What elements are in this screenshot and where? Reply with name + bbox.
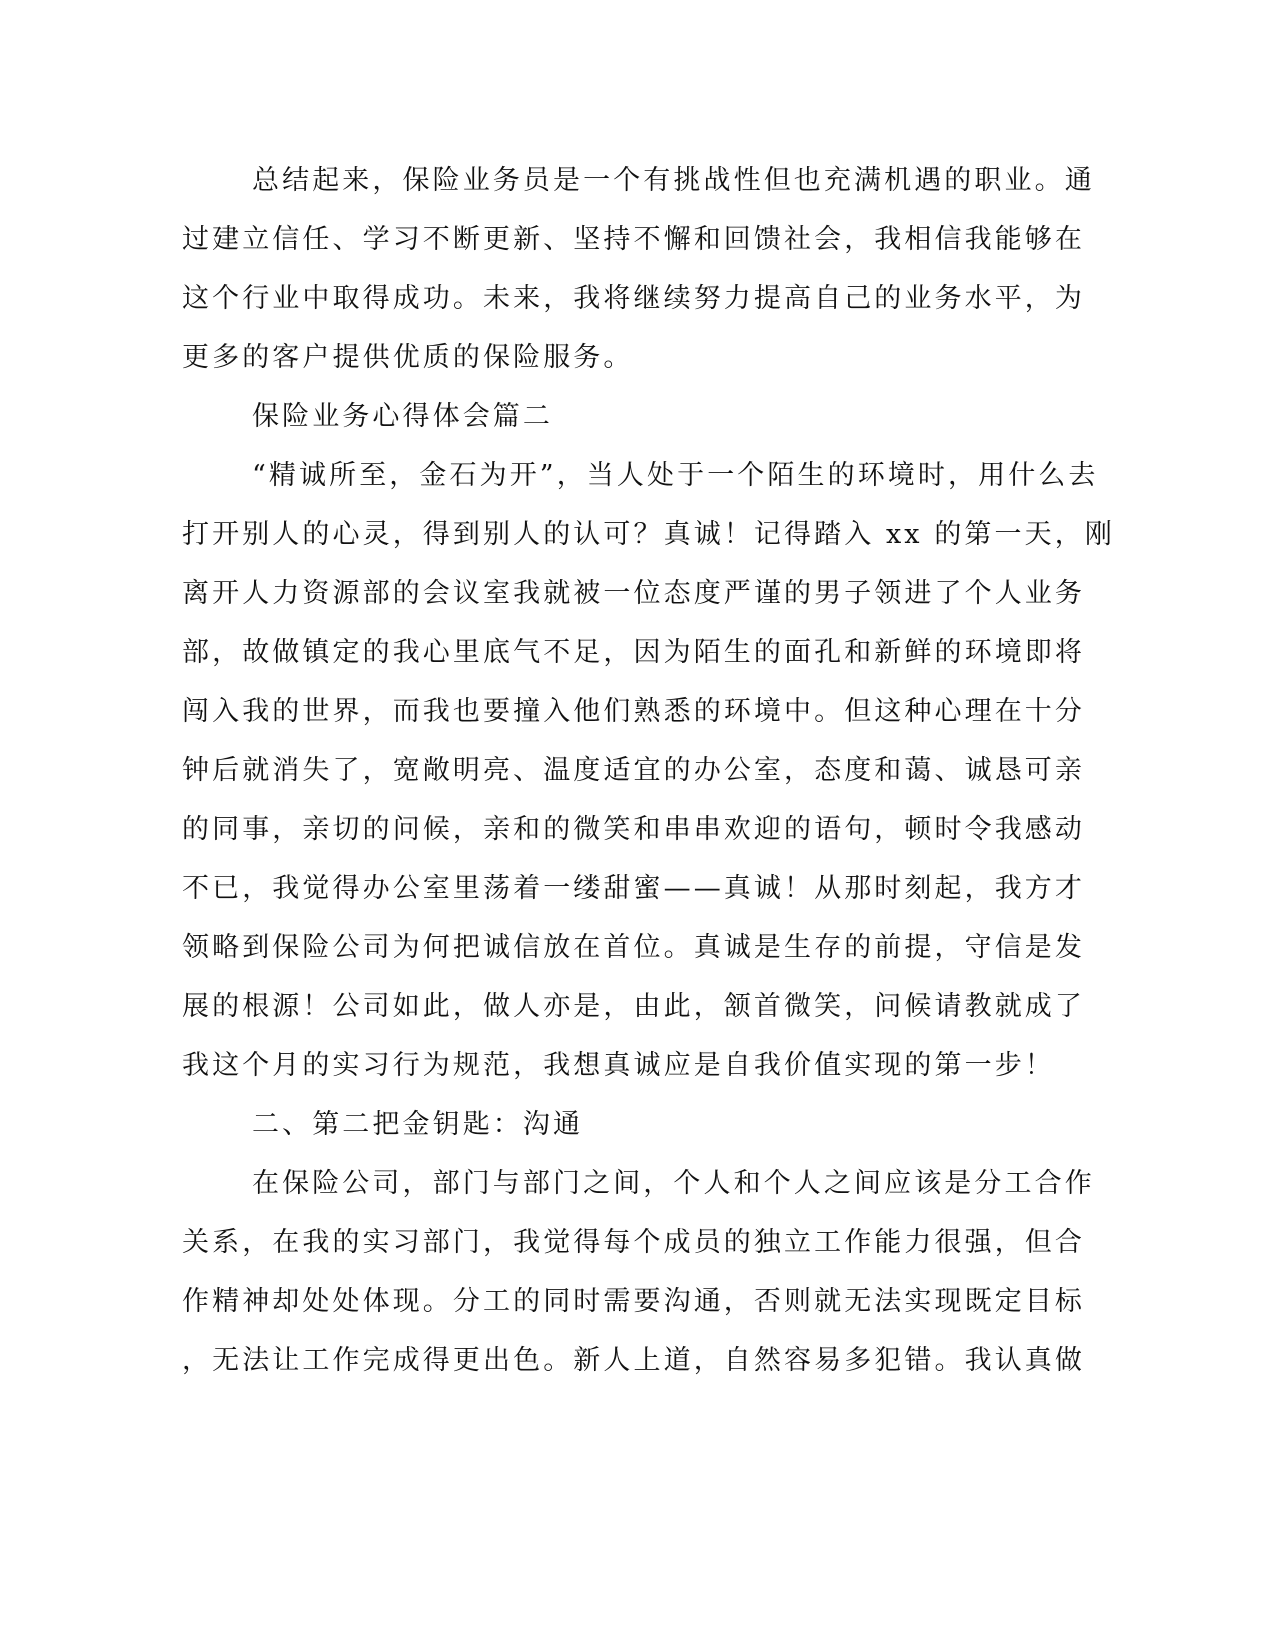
text-line: 在保险公司，部门与部门之间，个人和个人之间应该是分工合作 <box>252 1168 1095 1199</box>
text-line: 这个行业中取得成功。未来，我将继续努力提高自己的业务水平，为 <box>182 283 1085 314</box>
text-line: 离开人力资源部的会议室我就被一位态度严谨的男子领进了个人业务 <box>182 578 1085 609</box>
text-line: ，无法让工作完成得更出色。新人上道，自然容易多犯错。我认真做 <box>182 1345 1085 1376</box>
text-line: 的同事，亲切的问候，亲和的微笑和串串欢迎的语句，顿时令我感动 <box>182 814 1085 845</box>
text-line: 展的根源！公司如此，做人亦是，由此，颔首微笑，问候请教就成了 <box>182 991 1085 1022</box>
text-line: 我这个月的实习行为规范，我想真诚应是自我价值实现的第一步！ <box>182 1050 1055 1081</box>
text-line: 过建立信任、学习不断更新、坚持不懈和回馈社会，我相信我能够在 <box>182 224 1085 255</box>
text-line: 打开别人的心灵，得到别人的认可？真诚！记得踏入 xx 的第一天，刚 <box>182 519 1115 550</box>
text-line: 关系，在我的实习部门，我觉得每个成员的独立工作能力很强，但合 <box>182 1227 1085 1258</box>
text-line: “精诚所至，金石为开”，当人处于一个陌生的环境时，用什么去 <box>252 460 1099 491</box>
text-line: 闯入我的世界，而我也要撞入他们熟悉的环境中。但这种心理在十分 <box>182 696 1085 727</box>
section-heading: 二、第二把金钥匙：沟通 <box>252 1109 584 1140</box>
text-line: 领略到保险公司为何把诚信放在首位。真诚是生存的前提，守信是发 <box>182 932 1085 963</box>
text-line: 钟后就消失了，宽敞明亮、温度适宜的办公室，态度和蔼、诚恳可亲 <box>182 755 1085 786</box>
text-line: 总结起来，保险业务员是一个有挑战性但也充满机遇的职业。通 <box>252 165 1095 196</box>
text-line: 更多的客户提供优质的保险服务。 <box>182 342 634 373</box>
section-heading: 保险业务心得体会篇二 <box>252 401 553 432</box>
text-line: 不已，我觉得办公室里荡着一缕甜蜜——真诚！从那时刻起，我方才 <box>182 873 1085 904</box>
text-line: 部，故做镇定的我心里底气不足，因为陌生的面孔和新鲜的环境即将 <box>182 637 1085 668</box>
text-line: 作精神却处处体现。分工的同时需要沟通，否则就无法实现既定目标 <box>182 1286 1085 1317</box>
